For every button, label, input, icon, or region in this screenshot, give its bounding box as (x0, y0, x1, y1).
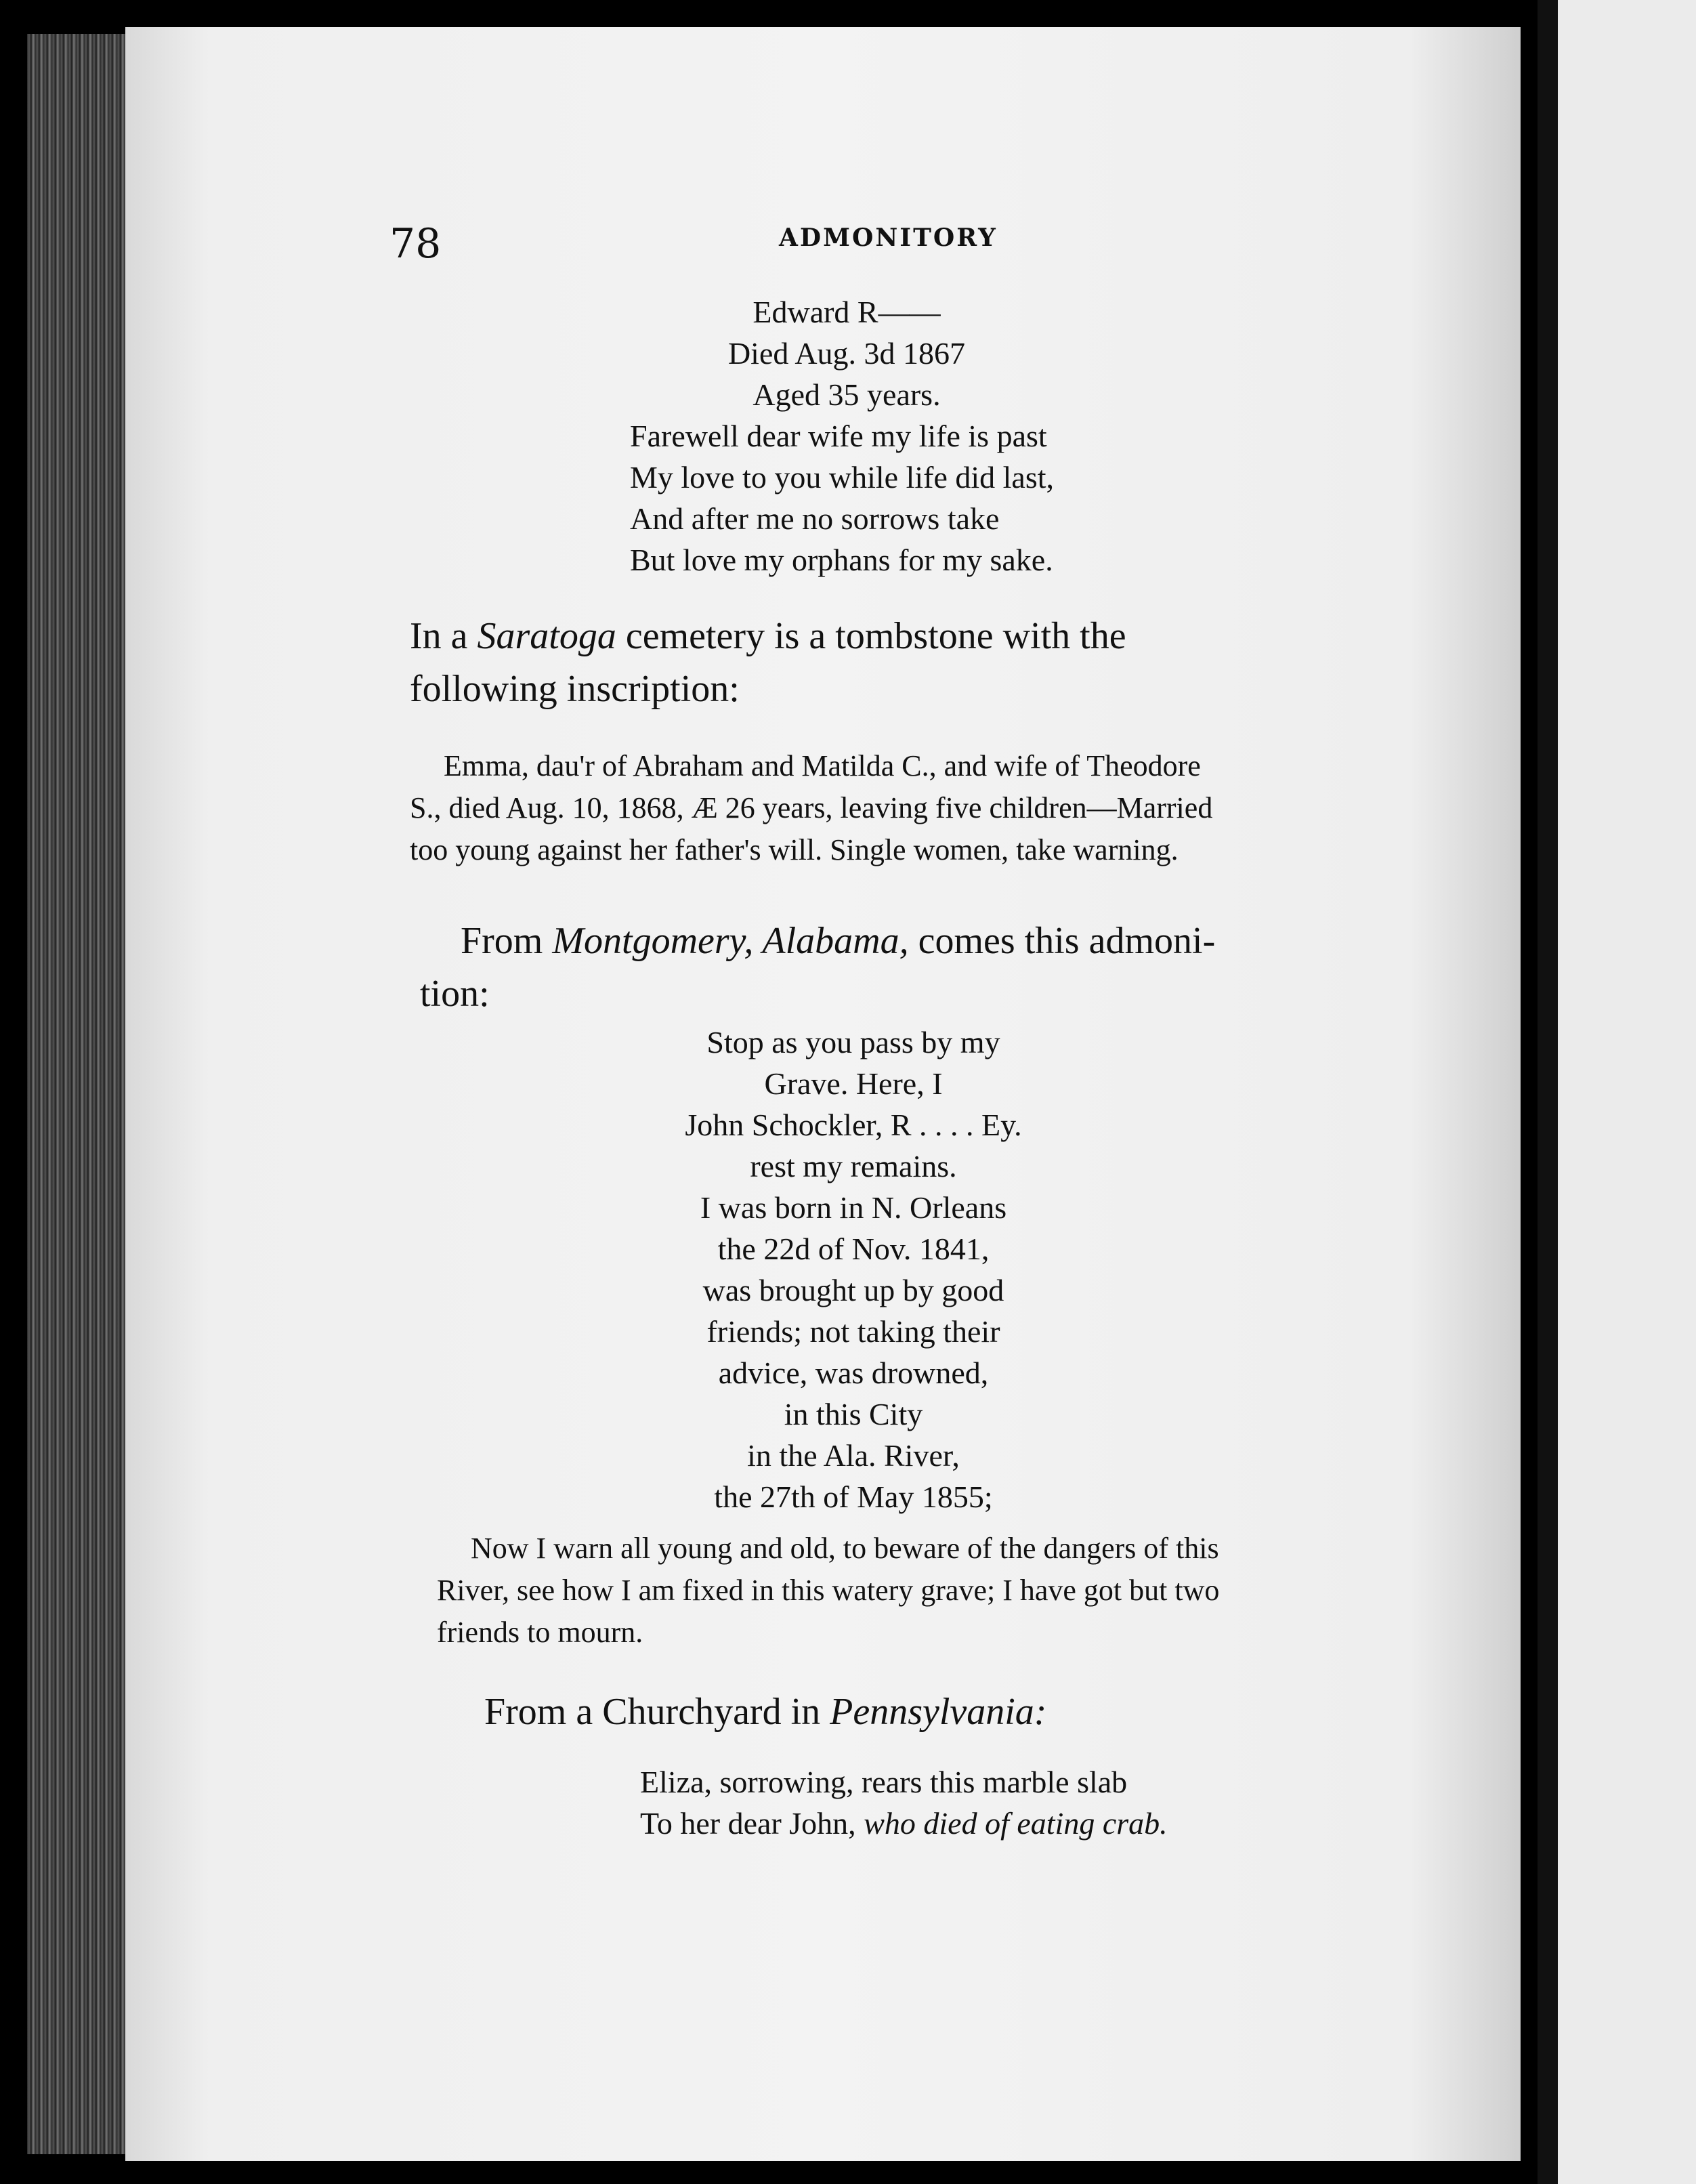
inscription-line: Emma, dau'r of Abraham and Matilda C., and wife of Theodore (444, 749, 1201, 782)
facing-page-edge (1538, 0, 1696, 2184)
epitaph-1-name: Edward R—— (752, 295, 941, 329)
saratoga-intro-line-1 (410, 610, 1126, 663)
inscription-line: too young against her father's will. Single women, take warning. (410, 833, 1179, 866)
intro-prefix: From (461, 920, 553, 962)
couplet-line-2 (640, 1803, 1168, 1844)
montgomery-intro-line-2: tion: (420, 973, 490, 1015)
verse-line: in this City (784, 1397, 923, 1431)
verse-line: the 22d of Nov. 1841, (717, 1232, 990, 1266)
verse-line: My love to you while life did last, (630, 460, 1055, 495)
pennsylvania-couplet (640, 1761, 1168, 1844)
saratoga-intro (410, 610, 1126, 715)
verse-line: rest my remains. (750, 1149, 957, 1183)
verse-line: the 27th of May 1855; (714, 1479, 993, 1514)
montgomery-verse (650, 1022, 1057, 1517)
montgomery-closing (437, 1528, 1219, 1654)
verse-line: Farewell dear wife my life is past (630, 419, 1047, 453)
verse-line: I was born in N. Orleans (700, 1190, 1007, 1225)
intro-prefix: From a Churchyard in (484, 1691, 830, 1733)
epitaph-1-header (691, 291, 1002, 415)
verse-line: John Schockler, R . . . . Ey. (685, 1108, 1022, 1142)
verse-line: was brought up by good (702, 1273, 1004, 1307)
saratoga-inscription (410, 745, 1212, 871)
page-edges (27, 34, 129, 2154)
verse-line: Stop as you pass by my (706, 1025, 1000, 1059)
verse-line: But love my orphans for my sake. (630, 543, 1053, 577)
epitaph-1-died: Died Aug. 3d 1867 (727, 336, 966, 371)
place-saratoga: Saratoga (477, 615, 616, 657)
closing-line: River, see how I am fixed in this watery grave; I have got but two (437, 1574, 1220, 1607)
verse-line: And after me no sorrows take (630, 501, 1000, 536)
pennsylvania-intro-line (484, 1685, 1046, 1738)
montgomery-intro (420, 915, 1215, 1020)
closing-line: friends to mourn. (437, 1616, 643, 1649)
verse-line: in the Ala. River, (747, 1438, 960, 1473)
couplet-line-2-prefix: To her dear John, (640, 1806, 864, 1841)
place-montgomery: Montgomery, Alabama, (552, 920, 909, 962)
montgomery-intro-line-1 (420, 915, 1215, 967)
verse-line: advice, was drowned, (718, 1356, 989, 1390)
place-pennsylvania: Pennsylvania: (830, 1691, 1047, 1733)
intro-rest: comes this admoni- (908, 920, 1216, 962)
page-number: 78 (389, 220, 442, 268)
verse-line: Grave. Here, I (764, 1066, 943, 1101)
intro-prefix: In a (410, 615, 478, 657)
saratoga-intro-line-2: following inscription: (410, 668, 740, 710)
inscription-line: S., died Aug. 10, 1868, Æ 26 years, leaving five children—Married (410, 791, 1213, 824)
running-head: ADMONITORY (779, 224, 998, 252)
verse-line: friends; not taking their (706, 1314, 1000, 1349)
epitaph-1-aged: Aged 35 years. (752, 377, 941, 412)
pennsylvania-intro (484, 1685, 1046, 1738)
closing-line: Now I warn all young and old, to beware of the dangers of this (471, 1532, 1219, 1565)
epitaph-1-verse (630, 415, 1054, 581)
couplet-line-2-italic: who died of eating crab. (864, 1806, 1168, 1841)
couplet-line-1: Eliza, sorrowing, rears this marble slab (640, 1765, 1128, 1799)
intro-rest: cemetery is a tombstone with the (616, 615, 1126, 657)
